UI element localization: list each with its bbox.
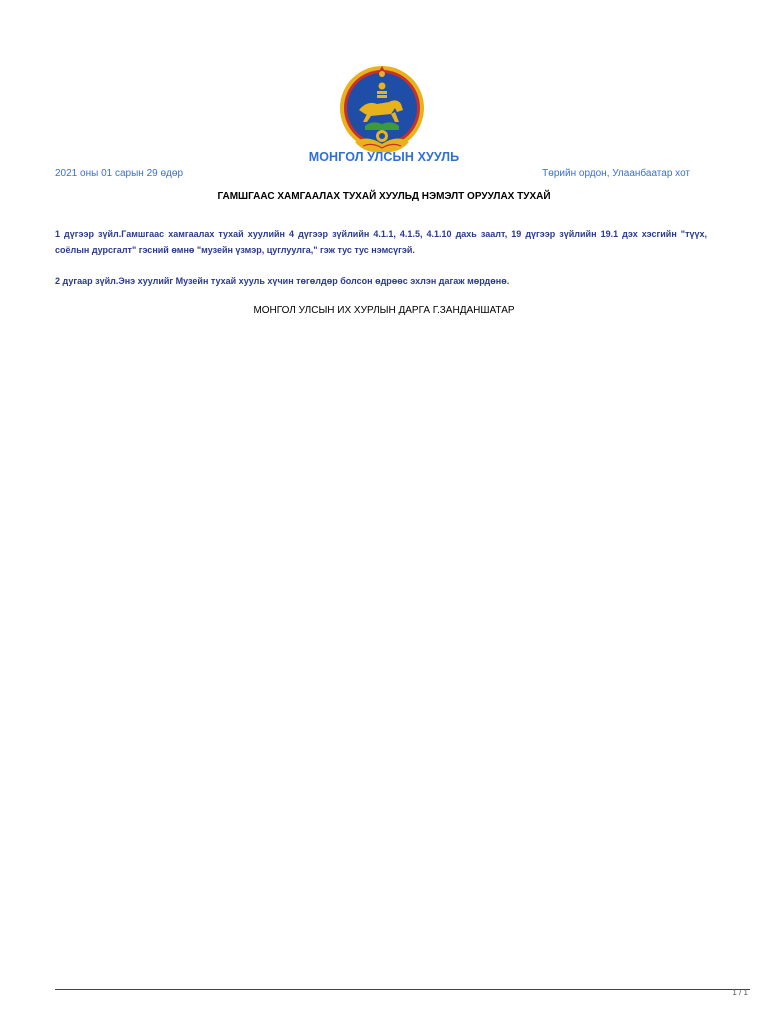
footer-divider xyxy=(55,989,750,990)
law-title: МОНГОЛ УЛСЫН ХУУЛЬ xyxy=(308,150,460,164)
enactment-date: 2021 оны 01 сарын 29 өдөр xyxy=(55,168,184,179)
article-1: 1 дүгээр зүйл.Гамшгаас хамгаалах тухай хуулийн 4 дүгээр зүйлийн 4.1.1, 4.1.5, 4.1.10 дахь заалт, 19 дүгээр зүйлийн 19.1 дэх хэсгийн "түүх, соёлын дурсгалт" гэсний өмнө "музейн үзмэр, цуглуулга," гэж тус тус нэмсүгэй. xyxy=(55,229,707,255)
article-2: 2 дугаар зүйл.Энэ хуулийг Музейн тухай хууль хүчин төгөлдөр болсон өдрөөс эхлэн дагаж мөрдөнө. xyxy=(55,276,510,286)
signature-line: МОНГОЛ УЛСЫН ИХ ХУРЛЫН ДАРГА Г.ЗАНДАНШАТАР xyxy=(253,305,515,316)
page-number: 1 / 1 xyxy=(732,988,748,997)
mongolia-state-emblem-icon xyxy=(337,64,427,156)
document-title: ГАМШГААС ХАМГААЛАХ ТУХАЙ ХУУЛЬД НЭМЭЛТ ОРУУЛАХ ТУХАЙ xyxy=(217,191,551,202)
enactment-place: Төрийн ордон, Улаанбаатар хот xyxy=(542,168,690,179)
